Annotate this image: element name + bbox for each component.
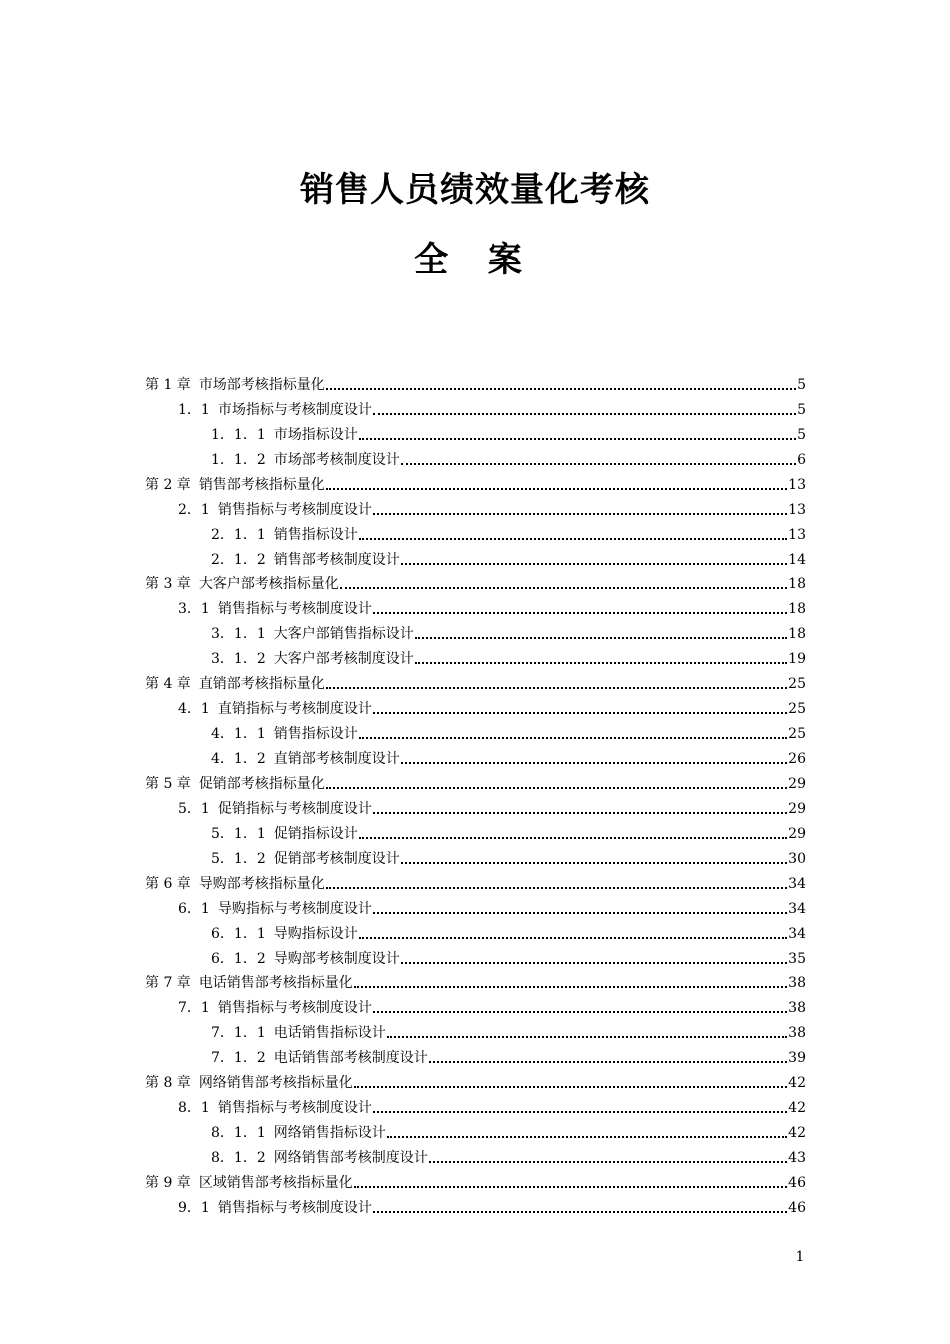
toc-entry-page: 25	[788, 676, 806, 693]
toc-entry[interactable]	[145, 394, 806, 419]
toc-entry-page: 13	[788, 526, 806, 543]
toc-entry-page: 13	[788, 501, 806, 518]
toc-entry-label: 促销部考核指标量化	[198, 775, 325, 792]
toc-entry[interactable]	[145, 793, 806, 818]
toc-entry[interactable]	[145, 569, 806, 594]
toc-entry-page: 35	[788, 950, 806, 967]
toc-dot-leader	[326, 488, 787, 490]
page-number: 1	[795, 1249, 805, 1265]
toc-entry[interactable]	[145, 968, 806, 993]
toc-entry-number: 3．1．1	[211, 626, 266, 643]
toc-entry-label: 电话销售指标设计	[273, 1025, 386, 1042]
toc-entry-page: 42	[788, 1125, 806, 1142]
toc-entry-page: 34	[788, 875, 806, 892]
toc-entry-label: 销售指标与考核制度设计	[217, 501, 372, 518]
toc-entry-page: 34	[788, 925, 806, 942]
toc-entry[interactable]	[145, 893, 806, 918]
toc-entry-page: 46	[788, 1174, 806, 1191]
toc-entry-label: 网络销售指标设计	[273, 1125, 386, 1142]
toc-entry-label: 大客户部销售指标设计	[273, 626, 414, 643]
toc-entry-label: 市场部考核指标量化	[198, 376, 325, 393]
toc-entry-number: 4．1	[178, 701, 210, 718]
toc-entry-page: 38	[788, 1025, 806, 1042]
toc-entry[interactable]	[145, 419, 806, 444]
toc-entry-number: 2．1	[178, 501, 210, 518]
toc-entry-label: 市场指标设计	[273, 426, 358, 443]
toc-entry-number: 第 6 章	[145, 875, 191, 892]
toc-entry-label: 直销部考核制度设计	[273, 751, 400, 767]
toc-entry[interactable]	[145, 544, 806, 569]
toc-entry-label: 导购指标设计	[273, 925, 358, 942]
toc-entry-label: 销售指标与考核制度设计	[217, 1100, 372, 1117]
toc-dot-leader	[354, 1186, 787, 1188]
toc-entry[interactable]	[145, 519, 806, 544]
toc-entry[interactable]	[145, 469, 806, 494]
toc-dot-leader	[373, 413, 796, 415]
toc-dot-leader	[359, 837, 787, 839]
toc-dot-leader	[373, 1111, 787, 1113]
toc-entry-label: 直销指标与考核制度设计	[217, 701, 372, 718]
toc-entry[interactable]	[145, 1142, 806, 1167]
toc-entry-label: 网络销售部考核制度设计	[273, 1150, 428, 1166]
toc-dot-leader	[401, 862, 787, 864]
toc-entry-label: 导购部考核制度设计	[273, 950, 400, 967]
toc-entry[interactable]	[145, 369, 806, 394]
toc-entry[interactable]	[145, 643, 806, 668]
toc-entry-number: 7．1．2	[211, 1050, 266, 1067]
toc-dot-leader	[387, 1036, 787, 1038]
toc-dot-leader	[401, 962, 787, 964]
toc-dot-leader	[340, 587, 787, 589]
toc-dot-leader	[401, 563, 787, 565]
toc-entry-label: 市场部考核制度设计	[273, 451, 400, 468]
toc-entry-page: 29	[788, 825, 806, 842]
toc-dot-leader	[359, 538, 787, 540]
toc-entry-label: 大客户部考核制度设计	[273, 651, 414, 668]
toc-entry-number: 第 2 章	[145, 476, 191, 493]
toc-entry-number: 7．1．1	[211, 1025, 266, 1042]
toc-entry-number: 第 9 章	[145, 1174, 191, 1191]
toc-entry-page: 29	[788, 800, 806, 817]
toc-entry-label: 销售指标与考核制度设计	[217, 1199, 372, 1216]
toc-entry-page: 34	[788, 900, 806, 917]
toc-dot-leader	[373, 612, 787, 614]
toc-entry-page: 18	[788, 601, 806, 618]
toc-dot-leader	[387, 1136, 787, 1138]
toc-entry-number: 第 1 章	[145, 376, 191, 393]
toc-entry-label: 直销部考核指标量化	[198, 676, 325, 693]
toc-entry[interactable]	[145, 1092, 806, 1117]
toc-entry-page: 14	[788, 551, 806, 568]
toc-entry-number: 5．1	[178, 800, 210, 817]
toc-entry-label: 销售部考核指标量化	[198, 476, 325, 493]
toc-entry-page: 19	[788, 651, 806, 668]
toc-entry[interactable]	[145, 494, 806, 519]
toc-dot-leader	[373, 812, 787, 814]
toc-entry-page: 5	[797, 376, 806, 393]
toc-entry-label: 大客户部考核指标量化	[198, 576, 339, 593]
toc-entry-page: 42	[788, 1100, 806, 1117]
toc-entry-label: 销售指标与考核制度设计	[217, 601, 372, 618]
toc-entry-label: 销售指标设计	[273, 726, 358, 743]
toc-entry[interactable]	[145, 1167, 806, 1192]
toc-dot-leader	[354, 986, 787, 988]
toc-entry[interactable]	[145, 843, 806, 868]
toc-dot-leader	[373, 513, 787, 515]
toc-entry-number: 第 4 章	[145, 676, 191, 693]
toc-entry[interactable]	[145, 618, 806, 643]
document-title: 销售人员绩效量化考核	[300, 170, 650, 210]
toc-entry-number: 第 3 章	[145, 576, 191, 593]
toc-entry-number: 2．1．1	[211, 526, 266, 543]
toc-entry-number: 3．1．2	[211, 651, 266, 668]
toc-entry-label: 销售指标与考核制度设计	[217, 1000, 372, 1017]
toc-entry-page: 5	[797, 401, 806, 418]
toc-dot-leader	[326, 887, 787, 889]
toc-entry-label: 导购指标与考核制度设计	[217, 900, 372, 917]
toc-entry[interactable]	[145, 868, 806, 893]
toc-entry-number: 第 5 章	[145, 775, 191, 792]
toc-entry[interactable]	[145, 1017, 806, 1042]
toc-entry-label: 导购部考核指标量化	[198, 875, 325, 892]
toc-entry-page: 13	[788, 476, 806, 493]
toc-entry-number: 2．1．2	[211, 551, 266, 568]
toc-entry-number: 1．1	[178, 401, 210, 418]
toc-entry-page: 38	[788, 975, 806, 992]
toc-entry-page: 42	[788, 1075, 806, 1092]
toc-entry-page: 18	[788, 626, 806, 643]
toc-entry[interactable]	[145, 1067, 806, 1092]
toc-dot-leader	[354, 1086, 787, 1088]
toc-entry-page: 39	[788, 1050, 806, 1067]
toc-entry-number: 8．1	[178, 1100, 210, 1117]
toc-entry-label: 电话销售部考核指标量化	[198, 975, 353, 992]
toc-entry[interactable]	[145, 1117, 806, 1142]
toc-entry[interactable]	[145, 593, 806, 618]
toc-entry-label: 市场指标与考核制度设计	[217, 401, 372, 418]
toc-entry-label: 销售部考核制度设计	[273, 551, 400, 568]
toc-dot-leader	[359, 438, 796, 440]
toc-entry-number: 6．1．1	[211, 925, 266, 942]
toc-entry[interactable]	[145, 918, 806, 943]
toc-dot-leader	[326, 687, 787, 689]
toc-entry[interactable]	[145, 992, 806, 1017]
toc-entry-number: 3．1	[178, 601, 210, 618]
toc-entry[interactable]	[145, 693, 806, 718]
toc-entry[interactable]	[145, 718, 806, 743]
toc-dot-leader	[373, 1011, 787, 1013]
table-of-contents	[145, 369, 806, 1217]
toc-entry-number: 6．1．2	[211, 950, 266, 967]
toc-dot-leader	[326, 388, 796, 390]
toc-entry-number: 4．1．2	[211, 751, 266, 767]
toc-entry[interactable]	[145, 668, 806, 693]
toc-entry-number: 第 8 章	[145, 1075, 191, 1092]
toc-entry[interactable]	[145, 768, 806, 793]
toc-entry-label: 促销指标与考核制度设计	[217, 800, 372, 817]
document-subtitle: 全 案	[414, 240, 536, 280]
toc-entry-number: 6．1	[178, 900, 210, 917]
toc-entry-number: 第 7 章	[145, 975, 191, 992]
toc-entry-page: 18	[788, 576, 806, 593]
toc-entry-label: 促销部考核制度设计	[273, 850, 400, 867]
toc-dot-leader	[429, 1161, 787, 1163]
toc-entry-number: 8．1．2	[211, 1150, 266, 1166]
toc-entry-label: 电话销售部考核制度设计	[273, 1050, 428, 1067]
toc-entry-number: 5．1．1	[211, 825, 266, 842]
toc-entry-number: 7．1	[178, 1000, 210, 1017]
toc-entry-page: 46	[788, 1199, 806, 1216]
toc-dot-leader	[429, 1061, 787, 1063]
toc-dot-leader	[401, 463, 796, 465]
toc-entry-label: 销售指标设计	[273, 526, 358, 543]
toc-entry[interactable]	[145, 1042, 806, 1067]
toc-entry-page: 6	[797, 451, 806, 468]
toc-entry[interactable]	[145, 743, 806, 768]
toc-entry-page: 25	[788, 701, 806, 718]
toc-entry-label: 促销指标设计	[273, 825, 358, 842]
toc-entry[interactable]	[145, 1192, 806, 1217]
toc-entry-label: 网络销售部考核指标量化	[198, 1075, 353, 1092]
toc-entry-page: 5	[797, 426, 806, 443]
toc-dot-leader	[373, 1211, 787, 1213]
toc-dot-leader	[359, 737, 787, 739]
toc-dot-leader	[415, 637, 787, 639]
toc-dot-leader	[326, 787, 787, 789]
toc-entry-number: 5．1．2	[211, 850, 266, 867]
toc-entry[interactable]	[145, 444, 806, 469]
toc-entry-page: 38	[788, 1000, 806, 1017]
toc-dot-leader	[373, 912, 787, 914]
toc-entry-page: 26	[788, 751, 806, 767]
toc-entry-number: 1．1．1	[211, 426, 266, 443]
toc-entry-page: 43	[788, 1150, 806, 1166]
toc-entry-number: 8．1．1	[211, 1125, 266, 1142]
toc-entry-number: 4．1．1	[211, 726, 266, 743]
toc-entry-number: 1．1．2	[211, 451, 266, 468]
toc-entry-label: 区域销售部考核指标量化	[198, 1174, 353, 1191]
toc-dot-leader	[359, 937, 787, 939]
toc-entry[interactable]	[145, 818, 806, 843]
toc-entry-page: 30	[788, 850, 806, 867]
toc-entry[interactable]	[145, 943, 806, 968]
toc-dot-leader	[415, 662, 787, 664]
toc-entry-page: 25	[788, 726, 806, 743]
toc-dot-leader	[401, 762, 787, 764]
toc-dot-leader	[373, 712, 787, 714]
toc-entry-page: 29	[788, 775, 806, 792]
toc-entry-number: 9．1	[178, 1199, 210, 1216]
